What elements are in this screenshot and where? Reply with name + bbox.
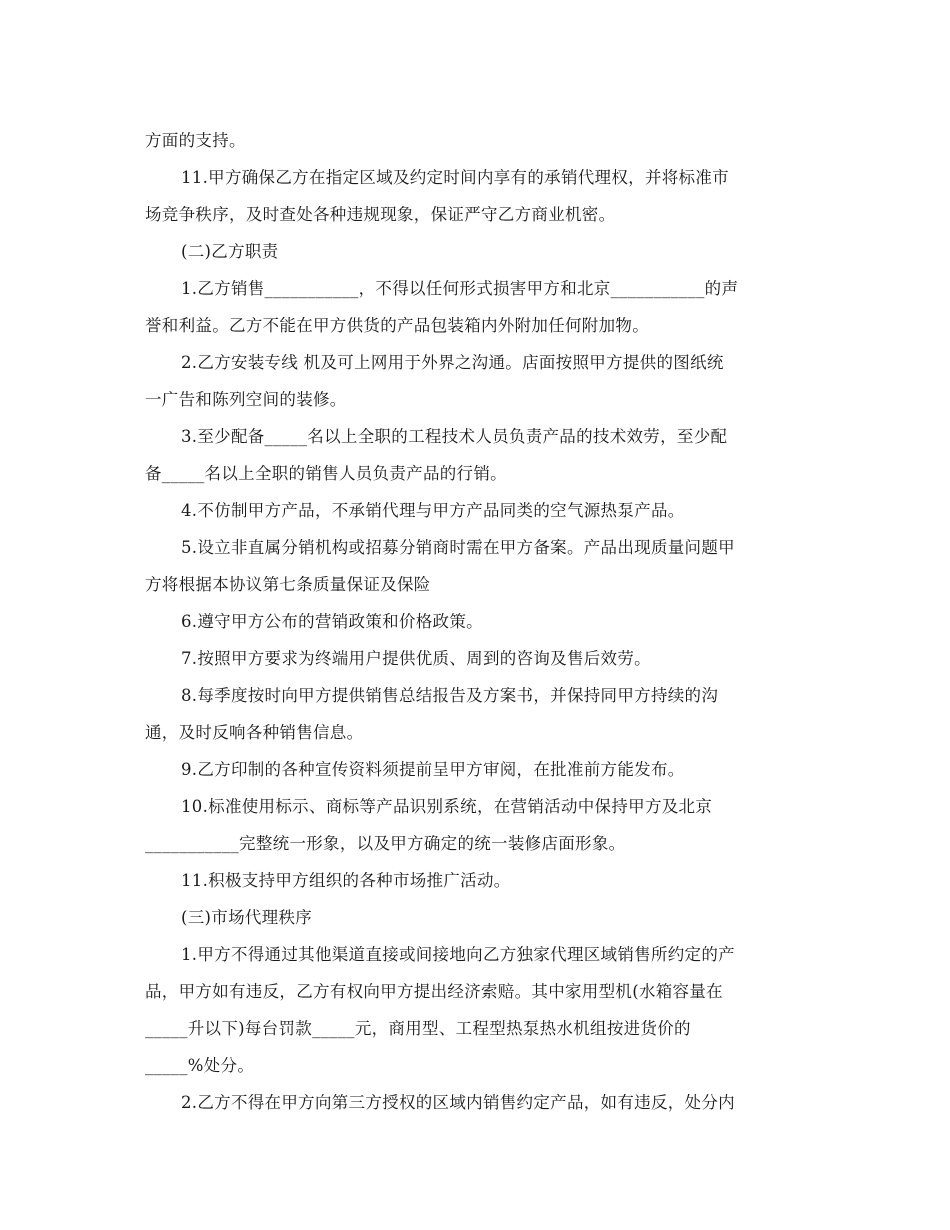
document-line: 4.不仿制甲方产品，不承销代理与甲方产品同类的空气源热泵产品。 xyxy=(181,501,685,520)
document-line: _____升以下)每台罚款_____元，商用型、工程型热泵热水机组按进货价的 xyxy=(145,1019,691,1038)
document-line: 3.至少配备_____名以上全职的工程技术人员负责产品的技术效劳，至少配 xyxy=(181,427,728,446)
document-line: 通，及时反响各种销售信息。 xyxy=(145,723,364,742)
document-line: 品，甲方如有违反，乙方有权向甲方提出经济索赔。其中家用型机(水箱容量在 xyxy=(145,982,723,1001)
document-line: 5.设立非直属分销机构或招募分销商时需在甲方备案。产品出现质量问题甲 xyxy=(181,538,735,557)
document-line: ___________完整统一形象，以及甲方确定的统一装修店面形象。 xyxy=(145,834,626,853)
document-line: (三)市场代理秩序 xyxy=(181,908,313,927)
document-line: 备_____名以上全职的销售人员负责产品的行销。 xyxy=(145,464,507,483)
document-line: 11.甲方确保乙方在指定区域及约定时间内享有的承销代理权，并将标准市 xyxy=(181,168,729,187)
document-line: _____%处分。 xyxy=(145,1056,255,1075)
document-line: 1.乙方销售___________，不得以任何形式损害甲方和北京___________的声 xyxy=(181,279,739,298)
document-line: 1.甲方不得通过其他渠道直接或间接地向乙方独家代理区域销售所约定的产 xyxy=(181,945,735,964)
document-line: 方将根据本协议第七条质量保证及保险 xyxy=(145,575,431,594)
document-line: 10.标准使用标示、商标等产品识别系统，在营销活动中保持甲方及北京 xyxy=(181,797,713,816)
document-line: 誉和利益。乙方不能在甲方供货的产品包装箱内外附加任何附加物。 xyxy=(145,316,649,335)
document-line: 8.每季度按时向甲方提供销售总结报告及方案书，并保持同甲方持续的沟 xyxy=(181,686,719,705)
document-body xyxy=(145,122,800,1121)
document-line: 9.乙方印制的各种宣传资料须提前呈甲方审阅，在批准前方能发布。 xyxy=(181,760,685,779)
document-line: 2.乙方不得在甲方向第三方授权的区域内销售约定产品，如有违反，处分内 xyxy=(181,1093,735,1112)
document-line: 11.积极支持甲方组织的各种市场推广活动。 xyxy=(181,871,511,890)
document-line: 一广告和陈列空间的装修。 xyxy=(145,390,347,409)
document-line: 2.乙方安装专线 机及可上网用于外界之沟通。店面按照甲方提供的图纸统 xyxy=(181,353,724,372)
document-line: 场竞争秩序，及时查处各种违规现象，保证严守乙方商业机密。 xyxy=(145,205,616,224)
document-line: 7.按照甲方要求为终端用户提供优质、周到的咨询及售后效劳。 xyxy=(181,649,651,668)
document-line: 方面的支持。 xyxy=(145,131,246,150)
document-line: 6.遵守甲方公布的营销政策和价格政策。 xyxy=(181,612,483,631)
document-line: (二)乙方职责 xyxy=(181,242,279,261)
